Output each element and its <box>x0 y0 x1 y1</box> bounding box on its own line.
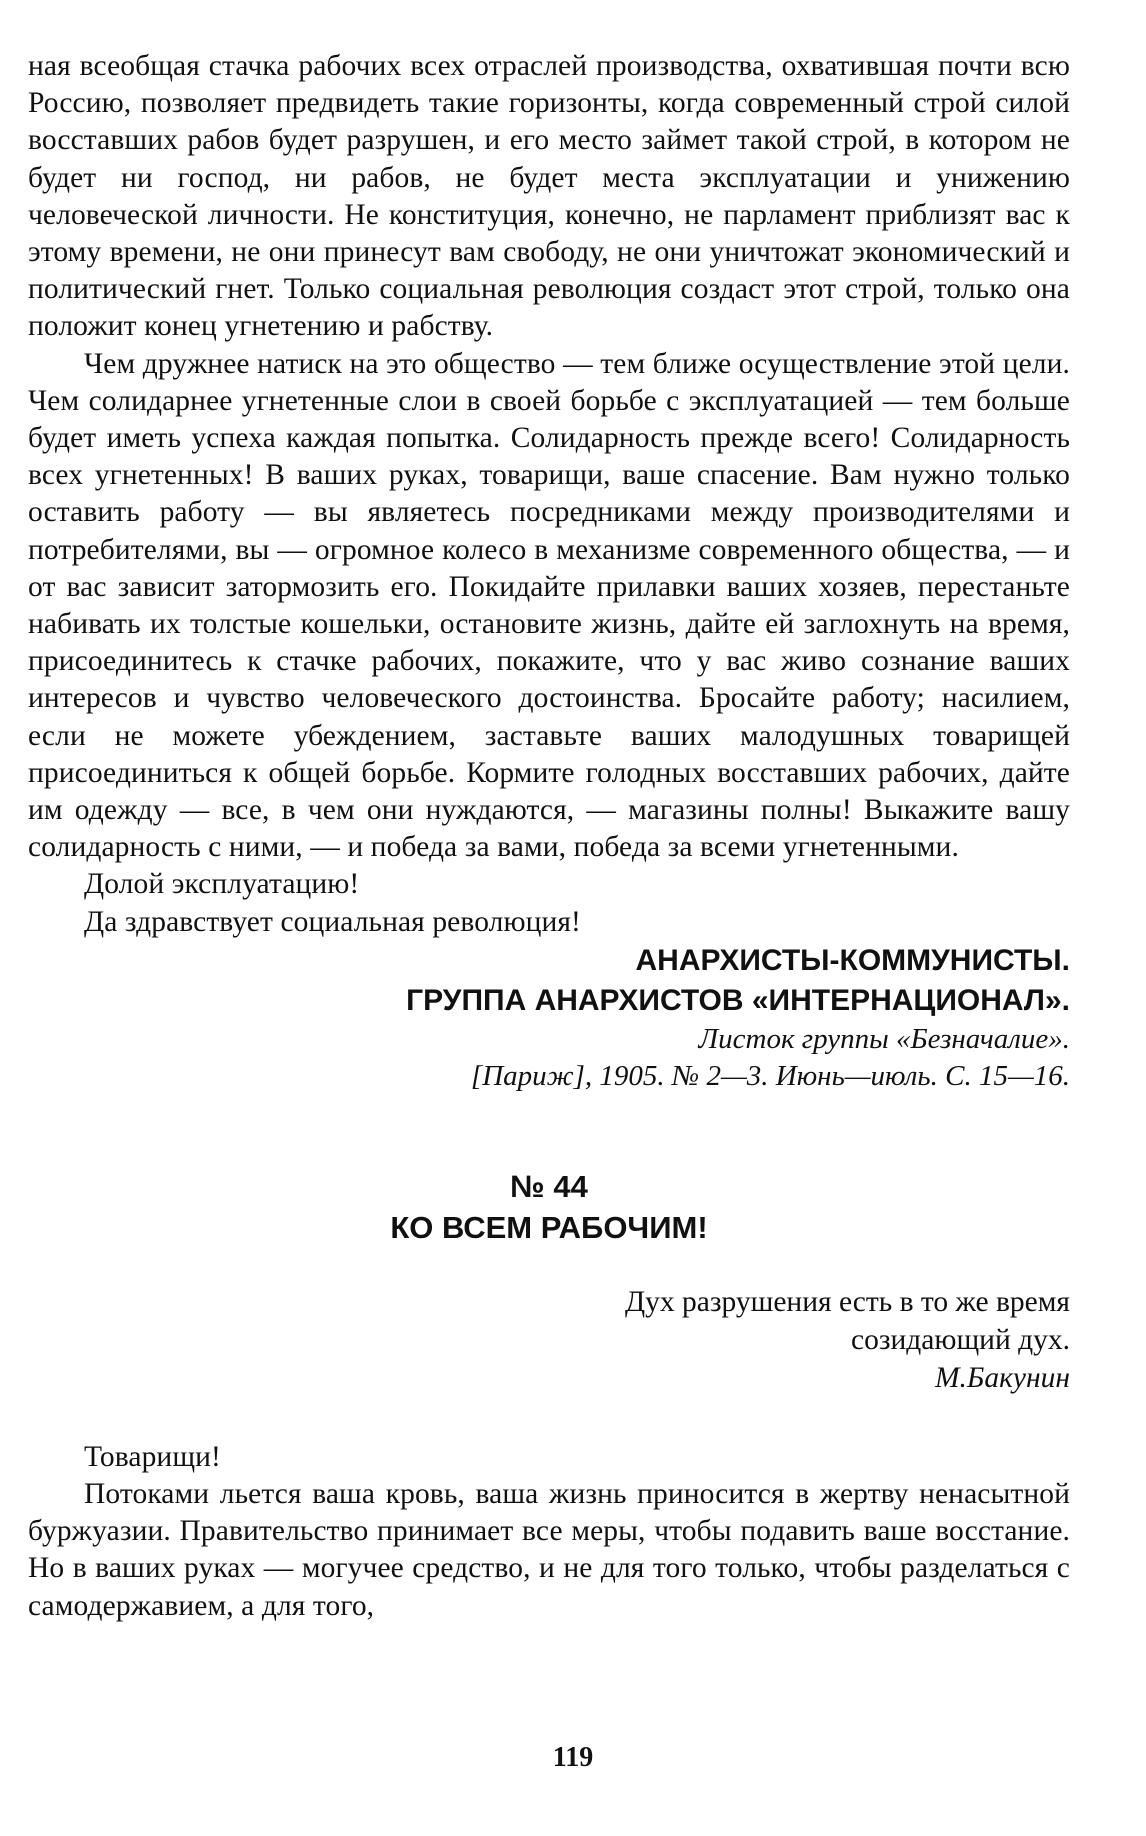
page-number: 119 <box>552 1742 594 1773</box>
document-title: КО ВСЕМ РАБОЧИМ! <box>390 1209 708 1245</box>
document-number: № 44 <box>510 1168 588 1204</box>
paragraph-solidarity: Чем дружнее натиск на это общество — тем ближе осуществление этой цели. Чем солидарнее угнетенные слои в своей борьбе с эксплуатацией — тем больше будет иметь успеха каждая попытка. Солидарность прежде всего! Солидарность всех угнетенных! В ваших руках, товарищи, ваше спасение. Вам нужно только оставить работу — вы являетесь посредниками между производителями и потребителями, вы — огромное колесо в механизме современного общества, — и от вас зависит затормозить его. Покидайте прилавки ваших хозяев, перестаньте набивать их толстые кошельки, остановите жизнь, дайте ей заглохнуть на время, присоединитесь к стачке рабочих, покажите, что у вас живо сознание ваших интересов и чувство человеческого достоинства. Бросайте работу; насилием, если не можете убеждением, заставьте ваших малодушных товарищей присоединиться к общей борьбе. Кормите голодных восставших рабочих, дайте им одежду — все, в чем они нуждаются, — магазины полны! Выкажите вашу солидарность с ними, — и победа за вами, победа за всеми угнетенными. <box>28 347 1070 864</box>
greeting: Товарищи! <box>84 1440 221 1473</box>
slogan-down-with-exploitation: Долой эксплуатацию! <box>84 868 360 901</box>
paragraph-strike: ная всеобщая стачка рабочих всех отраслей производства, охватившая почти всю Россию, позволяет предвидеть такие горизонты, когда современный строй силой восставших рабов будет разрушен, и его место займет такой строй, в котором не будет ни господ, ни рабов, не будет места эксплуатации и унижению человеческой личности. Не конституция, конечно, не парламент приблизят вас к этому времени, не они принесут вам свободу, не они уничтожат экономический и политический гнет. Только социальная революция создаст этот строй, только она положит конец угнетению и рабству. <box>28 50 1070 343</box>
signature-group-international: ГРУППА АНАРХИСТОВ «ИНТЕРНАЦИОНАЛ». <box>406 983 1070 1017</box>
paragraph-blood: Потоками льется ваша кровь, ваша жизнь приносится в жертву ненасытной буржуазии. Правительство принимает все меры, чтобы подавить ваше восстание. Но в ваших руках — могучее средство, и не для того только, чтобы разделаться с самодержавием, а для того, <box>28 1478 1070 1622</box>
signature-anarchists-communists: АНАРХИСТЫ-КОММУНИСТЫ. <box>635 943 1070 977</box>
epigraph-line-1: Дух разрушения есть в то же время <box>625 1285 1070 1318</box>
epigraph-line-2: созидающий дух. <box>851 1323 1070 1356</box>
source-leaflet: Листок группы «Безначалие». <box>698 1022 1070 1055</box>
epigraph-author: М.Бакунин <box>934 1361 1070 1394</box>
source-publication: [Париж], 1905. № 2—3. Июнь—июль. С. 15—16. <box>470 1059 1070 1092</box>
slogan-long-live-revolution: Да здравствует социальная революция! <box>84 905 581 938</box>
